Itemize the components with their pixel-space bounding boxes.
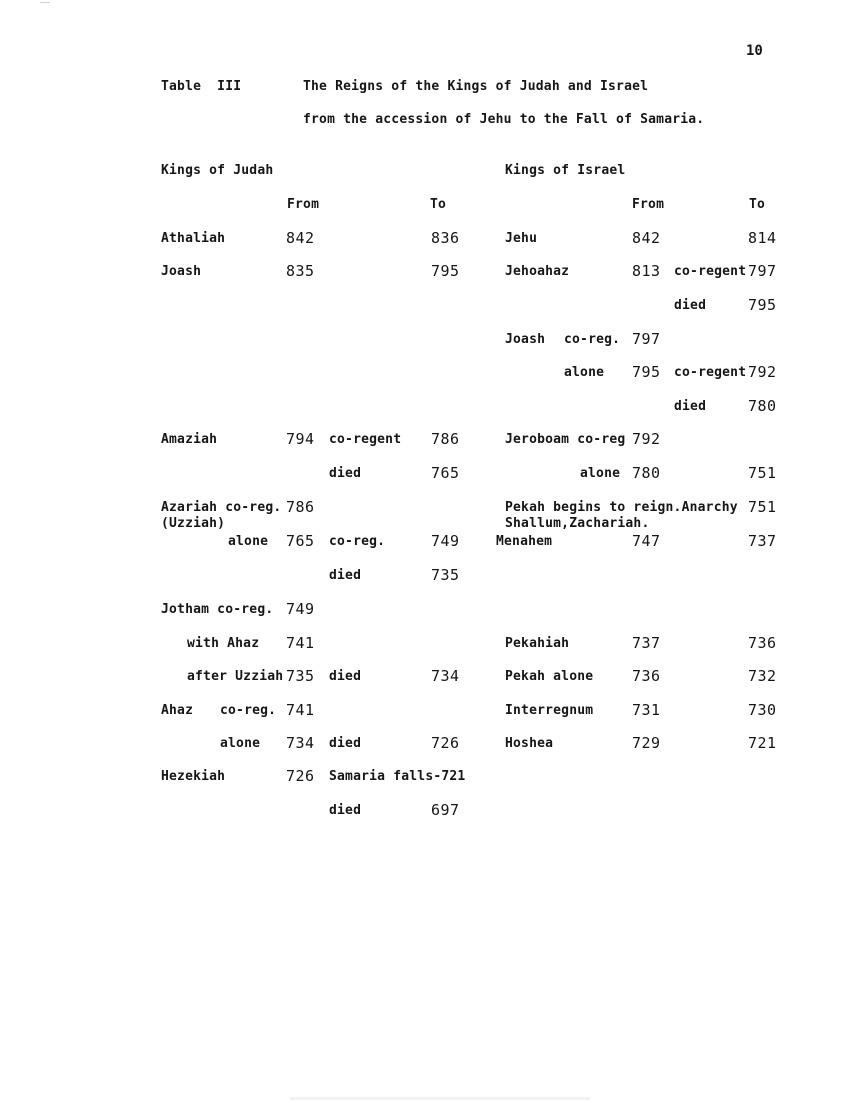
israel-to-value: 792	[748, 363, 777, 381]
judah-sub-label: alone	[228, 534, 269, 549]
judah-note: died	[329, 568, 362, 583]
judah-from-value: 794	[286, 430, 315, 448]
judah-to-value: 726	[431, 734, 460, 752]
judah-king-name: Athaliah	[161, 231, 226, 246]
judah-from-value: 741	[286, 634, 315, 652]
israel-king-name: Pekahiah	[505, 636, 570, 651]
judah-king-name: Amaziah	[161, 432, 218, 447]
judah-from-value: 734	[286, 734, 315, 752]
scan-edge-mark	[40, 2, 50, 3]
israel-to-value: 795	[748, 296, 777, 314]
judah-king-alt-name: (Uzziah)	[161, 516, 226, 531]
israel-to-value: 736	[748, 634, 777, 652]
israel-king-name: Hoshea	[505, 736, 554, 751]
judah-to-value: 836	[431, 229, 460, 247]
anarchy-note: Pekah begins to reign.Anarchy	[505, 500, 738, 515]
israel-from-value: 842	[632, 229, 661, 247]
israel-from-value: 747	[632, 532, 661, 550]
israel-from-value: 737	[632, 634, 661, 652]
israel-to-value: 730	[748, 701, 777, 719]
judah-from-value: 741	[286, 701, 315, 719]
judah-king-name: Joash	[161, 264, 202, 279]
judah-to-value: 786	[431, 430, 460, 448]
israel-sub-label: alone	[564, 365, 605, 380]
israel-king-name: Jeroboam co-reg	[505, 432, 626, 447]
scan-bottom-smudge	[290, 1097, 590, 1100]
judah-to-value: 697	[431, 801, 460, 819]
judah-to-value: 765	[431, 464, 460, 482]
judah-sub-label: after Uzziah	[187, 669, 284, 684]
israel-to-value: 751	[748, 464, 777, 482]
judah-to-header: To	[430, 197, 447, 212]
judah-note: co-regent	[329, 432, 402, 447]
judah-note: died	[329, 736, 362, 751]
israel-from-value: 780	[632, 464, 661, 482]
israel-note: co-regent	[674, 264, 747, 279]
israel-note: died	[674, 298, 707, 313]
judah-from-header: From	[287, 197, 320, 212]
judah-from-value: 835	[286, 262, 315, 280]
israel-to-value: 751	[748, 498, 777, 516]
israel-to-header: To	[749, 197, 766, 212]
israel-king-name: Menahem	[496, 534, 553, 549]
judah-from-value: 735	[286, 667, 315, 685]
judah-from-value: 786	[286, 498, 315, 516]
judah-note: co-reg.	[329, 534, 386, 549]
judah-note: died	[329, 466, 362, 481]
israel-from-value: 792	[632, 430, 661, 448]
israel-king-name: Jehu	[505, 231, 538, 246]
anarchy-note-line2: Shallum,Zachariah.	[505, 516, 650, 531]
israel-to-value: 780	[748, 397, 777, 415]
judah-note: died	[329, 803, 362, 818]
israel-sub-label: alone	[580, 466, 621, 481]
israel-from-value: 813	[632, 262, 661, 280]
israel-to-value: 732	[748, 667, 777, 685]
israel-to-value: 737	[748, 532, 777, 550]
judah-from-value: 842	[286, 229, 315, 247]
page-number: 10	[746, 43, 763, 59]
judah-sub-label: with Ahaz	[187, 636, 260, 651]
israel-from-value: 795	[632, 363, 661, 381]
israel-king-name: Jehoahaz	[505, 264, 570, 279]
israel-note: died	[674, 399, 707, 414]
israel-from-value: 736	[632, 667, 661, 685]
israel-king-name: Joash	[505, 332, 546, 347]
israel-from-value: 729	[632, 734, 661, 752]
israel-from-value: 731	[632, 701, 661, 719]
table-label: Table III	[161, 79, 242, 94]
judah-from-value: 749	[286, 600, 315, 618]
judah-king-name: Jotham co-reg.	[161, 602, 274, 617]
judah-sub-label: co-reg.	[220, 703, 277, 718]
israel-king-name: Pekah alone	[505, 669, 594, 684]
judah-from-value: 765	[286, 532, 315, 550]
israel-from-header: From	[632, 197, 665, 212]
judah-to-value: 734	[431, 667, 460, 685]
israel-to-value: 814	[748, 229, 777, 247]
judah-king-name: Hezekiah	[161, 769, 226, 784]
judah-to-value: 795	[431, 262, 460, 280]
table-title-line1: The Reigns of the Kings of Judah and Israel	[303, 79, 649, 94]
israel-to-value: 797	[748, 262, 777, 280]
israel-heading: Kings of Israel	[505, 163, 626, 178]
israel-sub-label: co-reg.	[564, 332, 621, 347]
judah-from-value: 726	[286, 767, 315, 785]
judah-king-name: Ahaz	[161, 703, 194, 718]
judah-to-value: 735	[431, 566, 460, 584]
israel-king-name: Interregnum	[505, 703, 594, 718]
judah-king-name: Azariah co-reg.	[161, 500, 282, 515]
judah-sub-label: alone	[220, 736, 261, 751]
samaria-falls-note: Samaria falls-721	[329, 769, 466, 784]
judah-heading: Kings of Judah	[161, 163, 274, 178]
judah-note: died	[329, 669, 362, 684]
israel-from-value: 797	[632, 330, 661, 348]
judah-to-value: 749	[431, 532, 460, 550]
israel-to-value: 721	[748, 734, 777, 752]
israel-note: co-regent	[674, 365, 747, 380]
table-title-line2: from the accession of Jehu to the Fall of Samaria.	[303, 112, 705, 127]
